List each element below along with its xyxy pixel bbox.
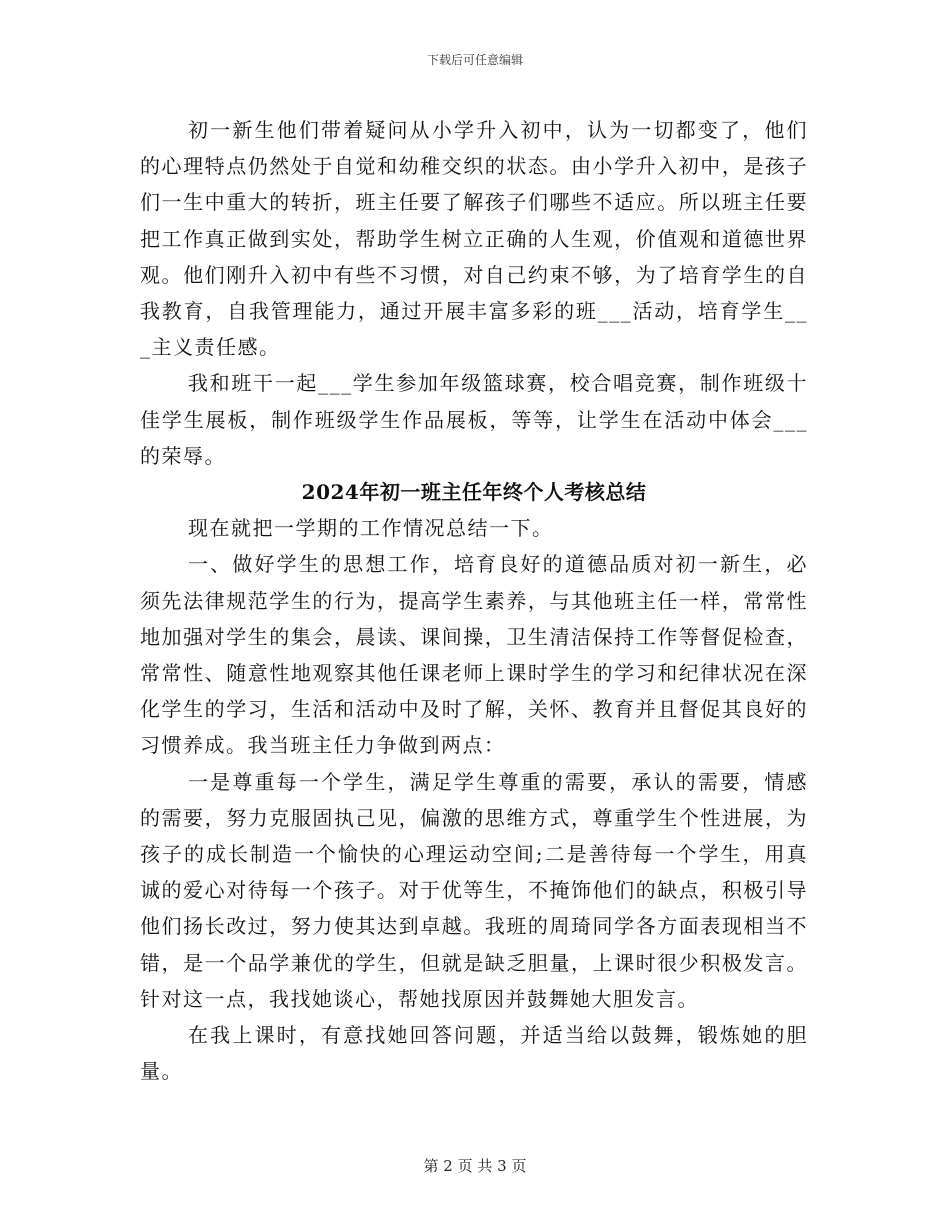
document-body xyxy=(140,112,808,1089)
section-title: 2024年初一班主任年终个人考核总结 xyxy=(301,480,647,505)
paragraph-ideological-work: 一、做好学生的思想工作，培育良好的道德品质对初一新生，必须先法律规范学生的行为，提高学生素养，与其他班主任一样，常常性地加强对学生的集会，晨读、课间操，卫生清洁保持工作等督促检查，常常性、随意性地观察其他任课老师上课时学生的学习和纪律状况在深化学生的学习，生活和活动中及时了解，关怀、教育并且督促其良好的习惯养成。我当班主任力争做到两点： xyxy=(140,552,808,758)
paragraph-intro: 初一新生他们带着疑问从小学升入初中，认为一切都变了，他们的心理特点仍然处于自觉和幼稚交织的状态。由小学升入初中，是孩子们一生中重大的转折，班主任要了解孩子们哪些不适应。所以班主任要把工作真正做到实处，帮助学生树立正确的人生观，价值观和道德世界观。他们刚升入初中有些不习惯，对自己约束不够，为了培育学生的自我教育，自我管理能力，通过开展丰富多彩的班___活动，培育学生___主义责任感。 xyxy=(140,118,808,360)
paragraph-activities: 我和班干一起___学生参加年级篮球赛，校合唱竞赛，制作班级十佳学生展板，制作班级学生作品展板，等等，让学生在活动中体会___的荣辱。 xyxy=(140,371,808,468)
paragraph-summary-intro: 现在就把一学期的工作情况总结一下。 xyxy=(188,516,554,541)
paragraph-class-practice: 在我上课时，有意找她回答问题，并适当给以鼓舞，锻炼她的胆量。 xyxy=(140,1023,808,1084)
page-footer: 第 2 页 共 3 页 xyxy=(423,1157,527,1175)
paragraph-respect-students: 一是尊重每一个学生，满足学生尊重的需要，承认的需要，情感的需要，努力克服固执己见，偏激的思维方式，尊重学生个性进展，为孩子的成长制造一个愉快的心理运动空间;二是善待每一个学生，用真诚的爱心对待每一个孩子。对于优等生，不掩饰他们的缺点，积极引导他们扬长改过，努力使其达到卓越。我班的周琦同学各方面表现相当不错，是一个品学兼优的学生，但就是缺乏胆量，上课时很少积极发言。针对这一点，我找她谈心，帮她找原因并鼓舞她大胆发言。 xyxy=(140,769,808,1011)
page-header: 下载后可任意编辑 xyxy=(426,53,523,67)
